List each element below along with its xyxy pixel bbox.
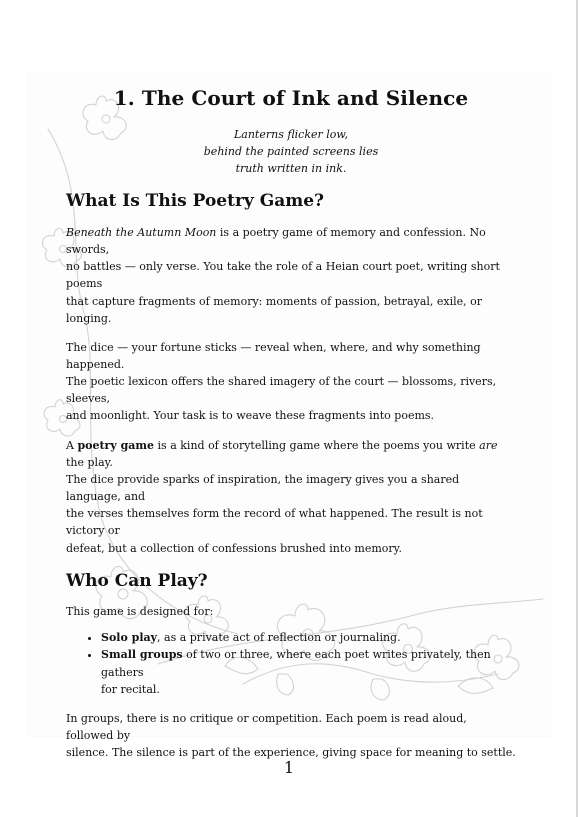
paper-sheet: [28, 74, 550, 760]
paragraph-what-2-line-1: The dice — your fortune sticks — reveal when, where, and why something happened.: [66, 340, 481, 371]
player-item-solo: [101, 629, 516, 646]
paragraph-who-intro: This game is designed for:: [66, 605, 214, 619]
small-groups-line-1: [101, 646, 516, 680]
paragraph-who-closing-line-2: silence. The silence is part of the experience, giving space for meaning to settle.: [66, 746, 516, 760]
paragraph-who-closing-line-1: In groups, there is no critique or competition. Each poem is read aloud, followed by: [66, 711, 467, 743]
paragraph-what-1-line-1: [66, 224, 516, 258]
paragraph-what-3: [66, 437, 516, 557]
chapter-title: 1. The Court of Ink and Silence: [113, 86, 469, 110]
poem-line-2: behind the painted screens lies: [203, 144, 379, 158]
page-number: 1: [283, 758, 295, 777]
game-name: Beneath the Autumn Moon: [66, 225, 217, 239]
paragraph-what-3-line-1: [66, 437, 516, 471]
section-title-who: Who Can Play?: [66, 570, 208, 591]
paragraph-what-1-line-1-rest: is a poetry game of memory and confession. No swords,: [66, 225, 486, 257]
paragraph-what-2-line-2: The poetic lexicon offers the shared imagery of the court — blossoms, rivers, sleeves,: [66, 375, 497, 406]
main-content: [66, 74, 516, 761]
paragraph-what-2-line-3: and moonlight. Your task is to weave these fragments into poems.: [66, 409, 435, 423]
paragraph-what-1-line-2: no battles — only verse. You take the role of a Heian court poet, writing short poems: [66, 260, 500, 291]
paragraph-what-1: [66, 224, 516, 327]
paragraph-what-1-line-3: that capture fragments of memory: moments of passion, betrayal, exile, or longing.: [66, 294, 483, 325]
paragraph-what-2: [66, 339, 516, 425]
paragraph-what-3-line-3: the verses themselves form the record of what happened. The result is not victory or: [66, 507, 483, 538]
small-groups-text: of two or three, where each poet writes privately, then gathers: [101, 648, 491, 679]
solo-play-text: , as a private act of reflection or journaling.: [157, 631, 401, 645]
opening-poem: [66, 127, 516, 177]
paragraph-what-3-line-4: defeat, but a collection of confessions brushed into memory.: [66, 541, 402, 555]
solo-play-label: Solo play: [101, 631, 158, 645]
paragraph-what-3-line-1-a: A: [66, 438, 78, 452]
poem-line-1: Lanterns flicker low,: [233, 128, 349, 141]
are-emphasis: are: [479, 438, 498, 452]
paragraph-who-closing: [66, 710, 516, 761]
section-title-what: What Is This Poetry Game?: [66, 191, 325, 212]
poem-line-3: truth written in ink.: [235, 161, 347, 175]
paragraph-what-3-line-2: The dice provide sparks of inspiration, the imagery gives you a shared language, and: [66, 472, 460, 504]
poetry-game-term: poetry game: [77, 438, 155, 452]
player-item-groups: [101, 646, 516, 697]
paragraph-what-3-line-1-b: is a kind of storytelling game where the poems you write: [154, 438, 480, 452]
player-list: [66, 629, 516, 698]
small-groups-line-2: for recital.: [101, 682, 160, 696]
paragraph-what-3-line-1-c: the play.: [66, 455, 113, 469]
small-groups-label: Small groups: [101, 648, 183, 662]
